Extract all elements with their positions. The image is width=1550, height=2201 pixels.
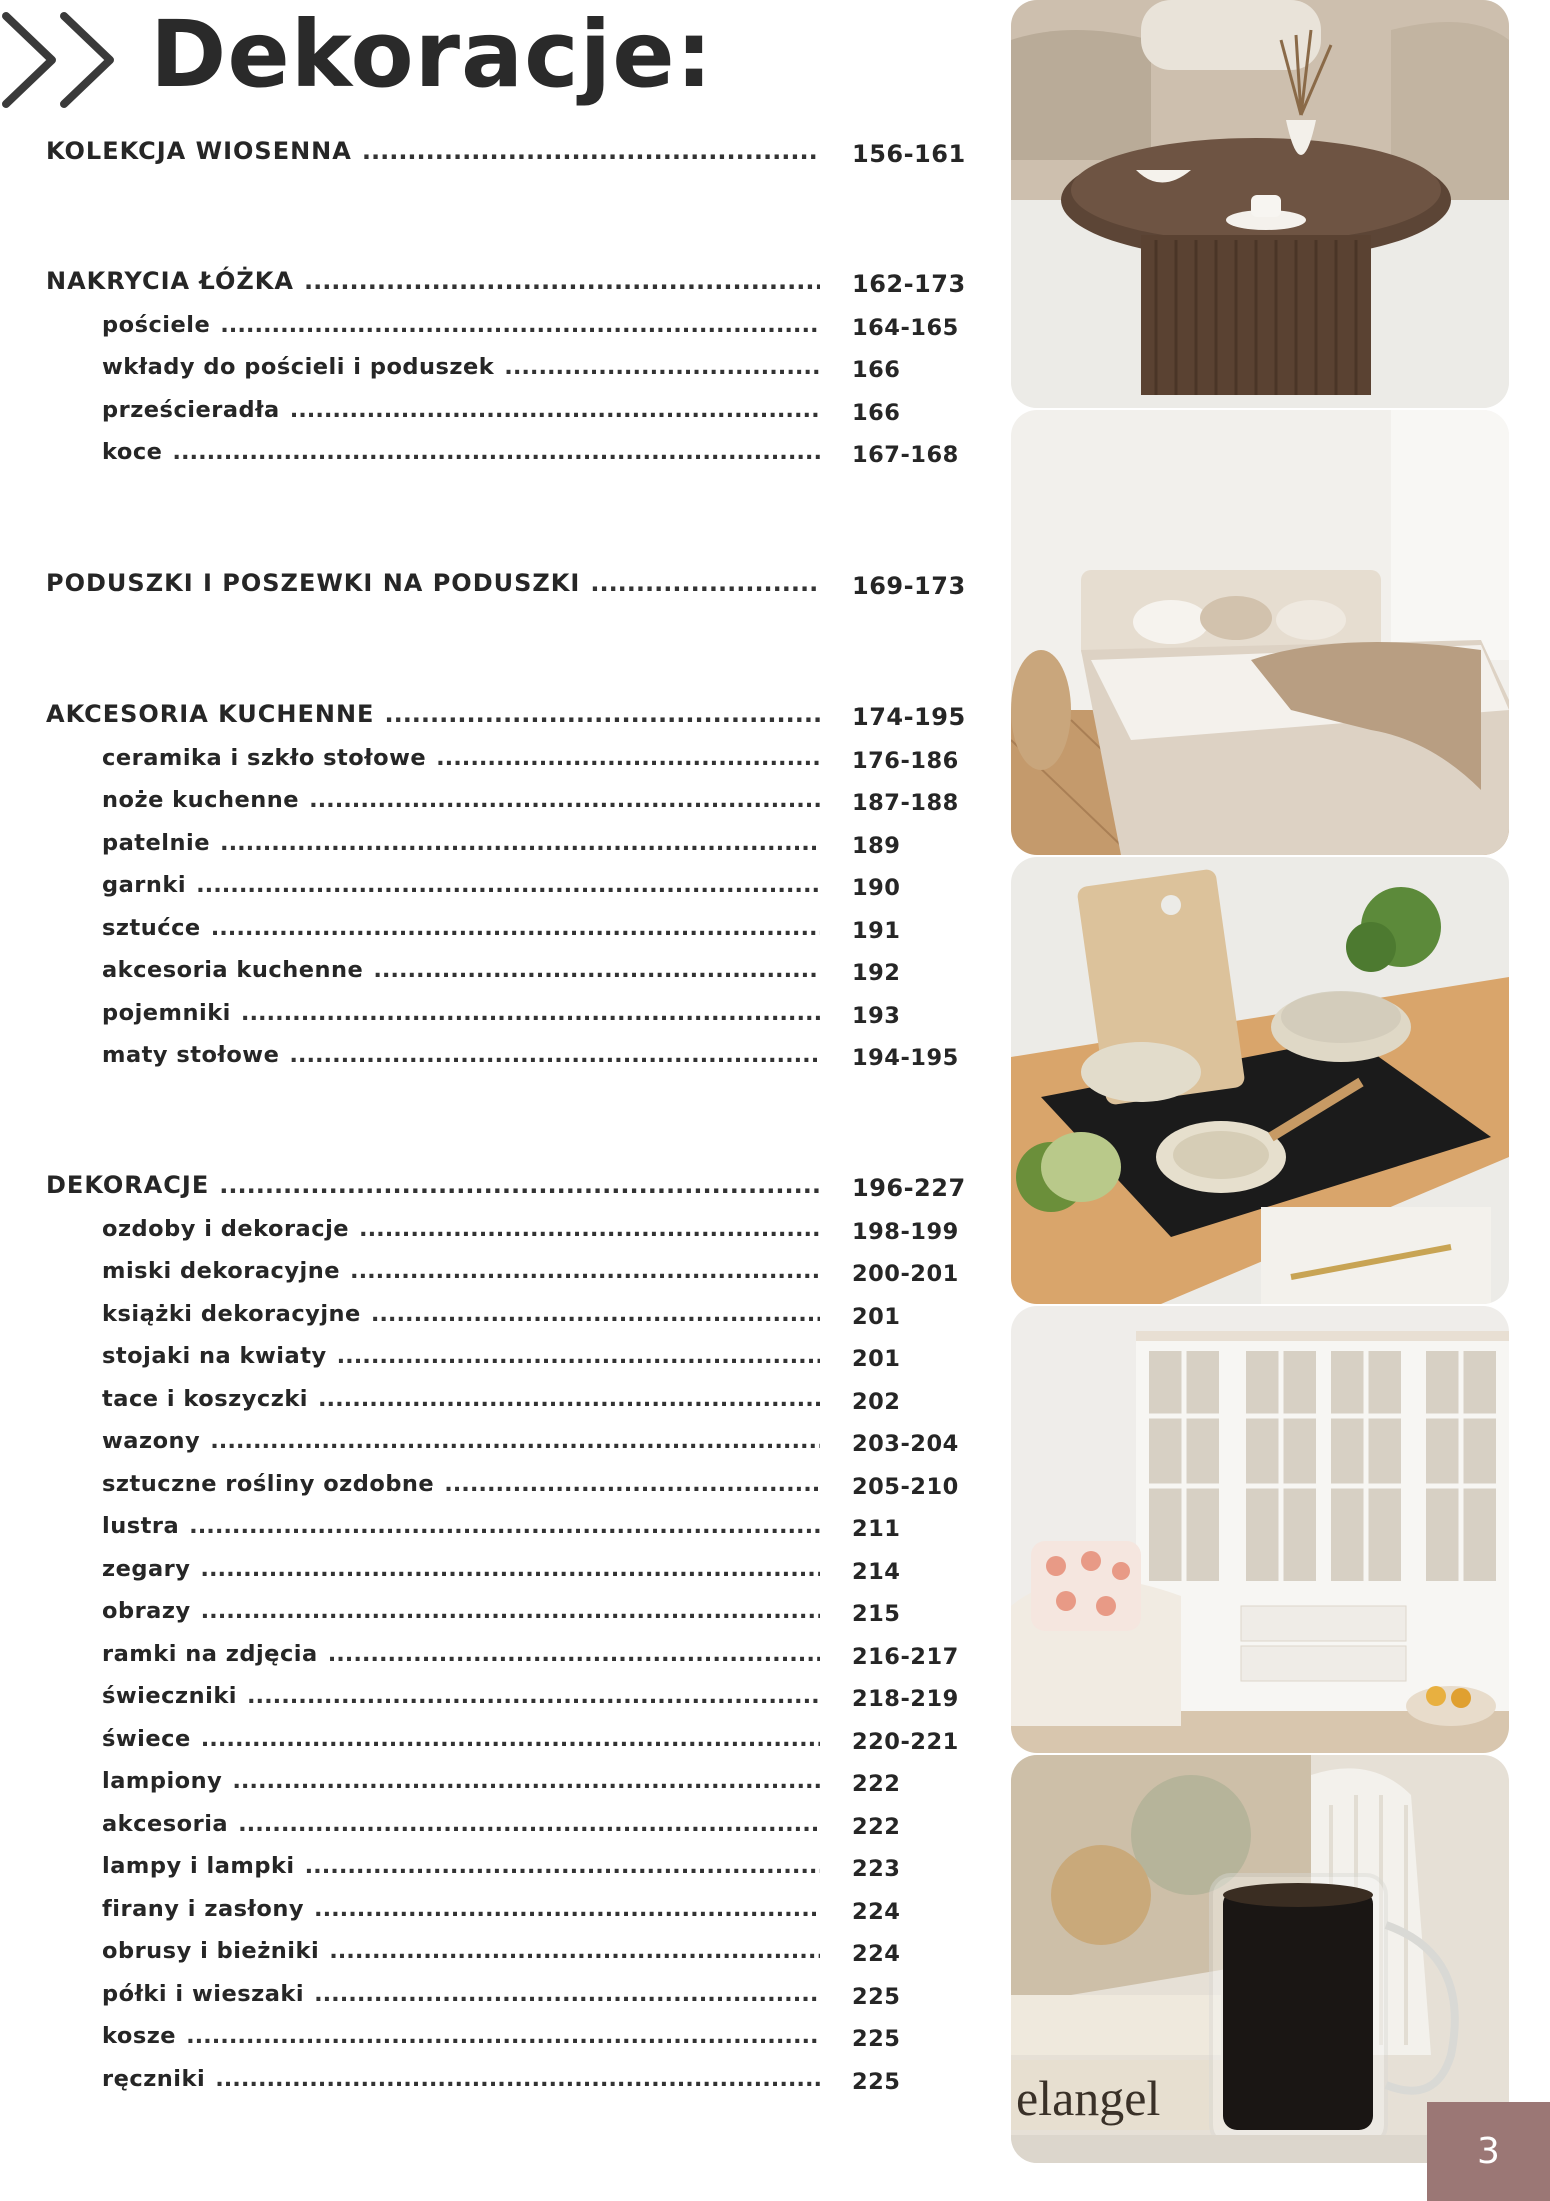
toc-leader-dots bbox=[350, 1258, 820, 1284]
toc-leader-dots bbox=[305, 1853, 820, 1879]
toc-item[interactable] bbox=[102, 1428, 820, 1464]
toc-leader-dots bbox=[309, 787, 820, 813]
toc-section-label: AKCESORIA KUCHENNE bbox=[46, 700, 375, 728]
toc-item-pages: 225 bbox=[852, 1983, 901, 2010]
toc-item-label: pojemniki bbox=[102, 999, 231, 1026]
toc-leader-dots bbox=[304, 267, 820, 295]
toc-leader-dots bbox=[210, 1428, 820, 1454]
toc-item-label: firany i zasłony bbox=[102, 1895, 305, 1922]
toc-item-label: kosze bbox=[102, 2023, 177, 2049]
toc-item-pages: 223 bbox=[852, 1856, 901, 1882]
toc-item-pages: 198-199 bbox=[852, 1218, 959, 1245]
toc-item-pages: 201 bbox=[852, 1303, 901, 1330]
toc-item-label: sztućce bbox=[102, 914, 201, 941]
toc-item-pages: 167-168 bbox=[852, 442, 959, 468]
toc-leader-dots bbox=[337, 1343, 820, 1369]
toc-item[interactable] bbox=[102, 745, 820, 781]
toc-item-pages: 203-204 bbox=[852, 1431, 959, 1457]
toc-item[interactable] bbox=[102, 1598, 820, 1634]
toc-leader-dots bbox=[590, 569, 820, 597]
toc-item-label: akcesoria bbox=[102, 1810, 229, 1837]
toc-item-label: lustra bbox=[102, 1513, 180, 1539]
toc-section-label: KOLEKCJA WIOSENNA bbox=[46, 137, 352, 165]
toc-item-pages: 222 bbox=[852, 1813, 901, 1840]
toc-leader-dots bbox=[220, 312, 820, 338]
toc-item[interactable] bbox=[102, 787, 820, 823]
toc-leader-dots bbox=[504, 354, 820, 380]
toc-item-label: obrazy bbox=[102, 1598, 191, 1624]
toc-item[interactable] bbox=[102, 1343, 820, 1379]
toc-item[interactable] bbox=[102, 1258, 820, 1294]
toc-item-label: świeczniki bbox=[102, 1683, 237, 1709]
toc-item-label: zegary bbox=[102, 1555, 191, 1582]
toc-item-label: koce bbox=[102, 439, 163, 465]
toc-item-label: obrusy i bieżniki bbox=[102, 1938, 320, 1964]
toc-item-pages: 220-221 bbox=[852, 1728, 959, 1755]
toc-item[interactable] bbox=[102, 1556, 820, 1592]
toc-item-label: ręczniki bbox=[102, 2065, 206, 2092]
toc-leader-dots bbox=[220, 830, 820, 856]
toc-item-label: lampy i lampki bbox=[102, 1853, 295, 1879]
toc-item-pages: 201 bbox=[852, 1346, 901, 1372]
toc-item[interactable] bbox=[102, 872, 820, 908]
toc-leader-dots bbox=[201, 1598, 820, 1624]
toc-leader-dots bbox=[384, 700, 820, 728]
toc-item-pages: 202 bbox=[852, 1388, 901, 1415]
photo-book-text: elangel bbox=[1016, 2070, 1161, 2126]
toc-leader-dots bbox=[314, 1981, 820, 2007]
toc-leader-dots bbox=[200, 1556, 820, 1582]
toc-leader-dots bbox=[219, 1171, 820, 1199]
toc-section[interactable] bbox=[46, 1171, 820, 1207]
toc-leader-dots bbox=[328, 1641, 820, 1667]
toc-leader-dots bbox=[289, 1042, 820, 1068]
toc-item-pages: 224 bbox=[852, 1898, 901, 1925]
toc-item-label: ozdoby i dekoracje bbox=[102, 1215, 350, 1242]
toc-leader-dots bbox=[186, 2023, 820, 2049]
toc-item-label: noże kuchenne bbox=[102, 787, 300, 813]
toc-leader-dots bbox=[371, 1301, 820, 1327]
toc-section-pages: 162-173 bbox=[852, 270, 966, 298]
toc-item-pages: 216-217 bbox=[852, 1643, 959, 1670]
toc-item-pages: 222 bbox=[852, 1771, 901, 1797]
toc-item-label: akcesoria kuchenne bbox=[102, 957, 364, 983]
toc-section-label: PODUSZKI I POSZEWKI NA PODUSZKI bbox=[46, 569, 581, 597]
toc-item-pages: 224 bbox=[852, 1941, 901, 1967]
toc-item[interactable] bbox=[102, 2023, 820, 2059]
toc-item-label: pościele bbox=[102, 311, 211, 338]
toc-item-label: sztuczne rośliny ozdobne bbox=[102, 1470, 435, 1497]
toc-leader-dots bbox=[238, 1811, 820, 1837]
toc-item-label: stojaki na kwiaty bbox=[102, 1343, 327, 1369]
toc-leader-dots bbox=[362, 137, 820, 165]
toc-item-label: patelnie bbox=[102, 829, 211, 856]
toc-section-pages: 196-227 bbox=[852, 1174, 966, 1202]
toc-item-label: maty stołowe bbox=[102, 1042, 280, 1068]
toc-item-label: tace i koszyczki bbox=[102, 1385, 308, 1412]
photo-white-cabinet bbox=[1011, 1306, 1509, 1753]
toc-item-pages: 215 bbox=[852, 1601, 901, 1627]
toc-item[interactable] bbox=[102, 1386, 820, 1422]
toc-item[interactable] bbox=[102, 1000, 820, 1036]
toc-item-label: miski dekoracyjne bbox=[102, 1258, 341, 1284]
toc-section-label: NAKRYCIA ŁÓŻKA bbox=[46, 267, 294, 295]
toc-item[interactable] bbox=[102, 1471, 820, 1507]
photo-bedroom bbox=[1011, 410, 1509, 855]
toc-item-pages: 211 bbox=[852, 1516, 901, 1542]
toc-item-label: wazony bbox=[102, 1428, 201, 1454]
toc-section-pages: 174-195 bbox=[852, 703, 966, 731]
toc-item-pages: 192 bbox=[852, 960, 901, 986]
toc-leader-dots bbox=[189, 1513, 820, 1539]
toc-item-pages: 194-195 bbox=[852, 1045, 959, 1071]
toc-item-pages: 193 bbox=[852, 1002, 901, 1029]
toc-item-pages: 218-219 bbox=[852, 1686, 959, 1712]
toc-item[interactable] bbox=[102, 915, 820, 951]
toc-item[interactable] bbox=[102, 1641, 820, 1677]
toc-item-label: garnki bbox=[102, 872, 187, 898]
photo-coffee-table-sofa bbox=[1011, 0, 1509, 408]
toc-item[interactable] bbox=[102, 439, 820, 475]
toc-item[interactable] bbox=[102, 397, 820, 433]
toc-section-pages: 169-173 bbox=[852, 572, 966, 600]
toc-leader-dots bbox=[314, 1896, 820, 1922]
toc-section[interactable] bbox=[46, 267, 820, 303]
toc-item-label: książki dekoracyjne bbox=[102, 1300, 361, 1327]
toc-leader-dots bbox=[211, 915, 820, 941]
toc-item-pages: 164-165 bbox=[852, 314, 959, 341]
toc-leader-dots bbox=[172, 439, 820, 465]
toc-item-pages: 176-186 bbox=[852, 747, 959, 774]
toc-item[interactable] bbox=[102, 1042, 820, 1078]
toc-item[interactable] bbox=[102, 354, 820, 390]
toc-leader-dots bbox=[232, 1768, 820, 1794]
toc-leader-dots bbox=[318, 1386, 820, 1412]
toc-item-pages: 191 bbox=[852, 917, 901, 944]
toc-leader-dots bbox=[196, 872, 820, 898]
toc-item-pages: 225 bbox=[852, 2026, 901, 2052]
toc-item-label: ramki na zdjęcia bbox=[102, 1640, 318, 1667]
toc-leader-dots bbox=[373, 957, 820, 983]
toc-item[interactable] bbox=[102, 312, 820, 348]
toc-item-pages: 225 bbox=[852, 2068, 901, 2095]
toc-item[interactable] bbox=[102, 1853, 820, 1889]
toc-item-pages: 166 bbox=[852, 399, 901, 426]
toc-section-pages: 156-161 bbox=[852, 140, 966, 168]
toc-item[interactable] bbox=[102, 1768, 820, 1804]
toc-item-label: półki i wieszaki bbox=[102, 1980, 305, 2007]
photo-kitchen-cookware bbox=[1011, 857, 1509, 1304]
toc-item-label: wkłady do pościeli i poduszek bbox=[102, 354, 495, 380]
toc-item[interactable] bbox=[102, 1683, 820, 1719]
toc-item-label: świece bbox=[102, 1725, 191, 1752]
page-title: Dekoracje: bbox=[150, 1, 714, 108]
toc-item-pages: 190 bbox=[852, 875, 901, 901]
toc-leader-dots bbox=[329, 1938, 820, 1964]
toc-item[interactable] bbox=[102, 1938, 820, 1974]
toc-leader-dots bbox=[436, 745, 820, 771]
toc-leader-dots bbox=[444, 1471, 820, 1497]
page-number-badge: 3 bbox=[1427, 2102, 1550, 2201]
toc-item-pages: 200-201 bbox=[852, 1261, 959, 1287]
toc-section[interactable] bbox=[46, 700, 820, 736]
toc-item-label: lampiony bbox=[102, 1768, 223, 1794]
toc-section-label: DEKORACJE bbox=[46, 1171, 210, 1199]
toc-item[interactable] bbox=[102, 1513, 820, 1549]
toc-leader-dots bbox=[241, 1000, 820, 1026]
toc-section[interactable] bbox=[46, 137, 820, 173]
toc-item-pages: 205-210 bbox=[852, 1473, 959, 1500]
toc-leader-dots bbox=[215, 2066, 820, 2092]
toc-item[interactable] bbox=[102, 1301, 820, 1337]
toc-leader-dots bbox=[201, 1726, 820, 1752]
toc-item[interactable] bbox=[102, 1811, 820, 1847]
toc-item[interactable] bbox=[102, 1216, 820, 1252]
toc-item-label: prześcieradła bbox=[102, 396, 280, 423]
toc-item-pages: 214 bbox=[852, 1558, 901, 1585]
toc-item-label: ceramika i szkło stołowe bbox=[102, 744, 427, 771]
toc-item-pages: 189 bbox=[852, 832, 901, 859]
toc-leader-dots bbox=[247, 1683, 820, 1709]
toc-item[interactable] bbox=[102, 1981, 820, 2017]
toc-item-pages: 166 bbox=[852, 357, 901, 383]
toc-leader-dots bbox=[290, 397, 820, 423]
toc-leader-dots bbox=[359, 1216, 820, 1242]
toc-section[interactable] bbox=[46, 569, 820, 605]
toc-item[interactable] bbox=[102, 2066, 820, 2102]
toc-item-pages: 187-188 bbox=[852, 790, 959, 816]
toc-item[interactable] bbox=[102, 957, 820, 993]
toc-item[interactable] bbox=[102, 1726, 820, 1762]
toc-item[interactable] bbox=[102, 1896, 820, 1932]
toc-item[interactable] bbox=[102, 830, 820, 866]
